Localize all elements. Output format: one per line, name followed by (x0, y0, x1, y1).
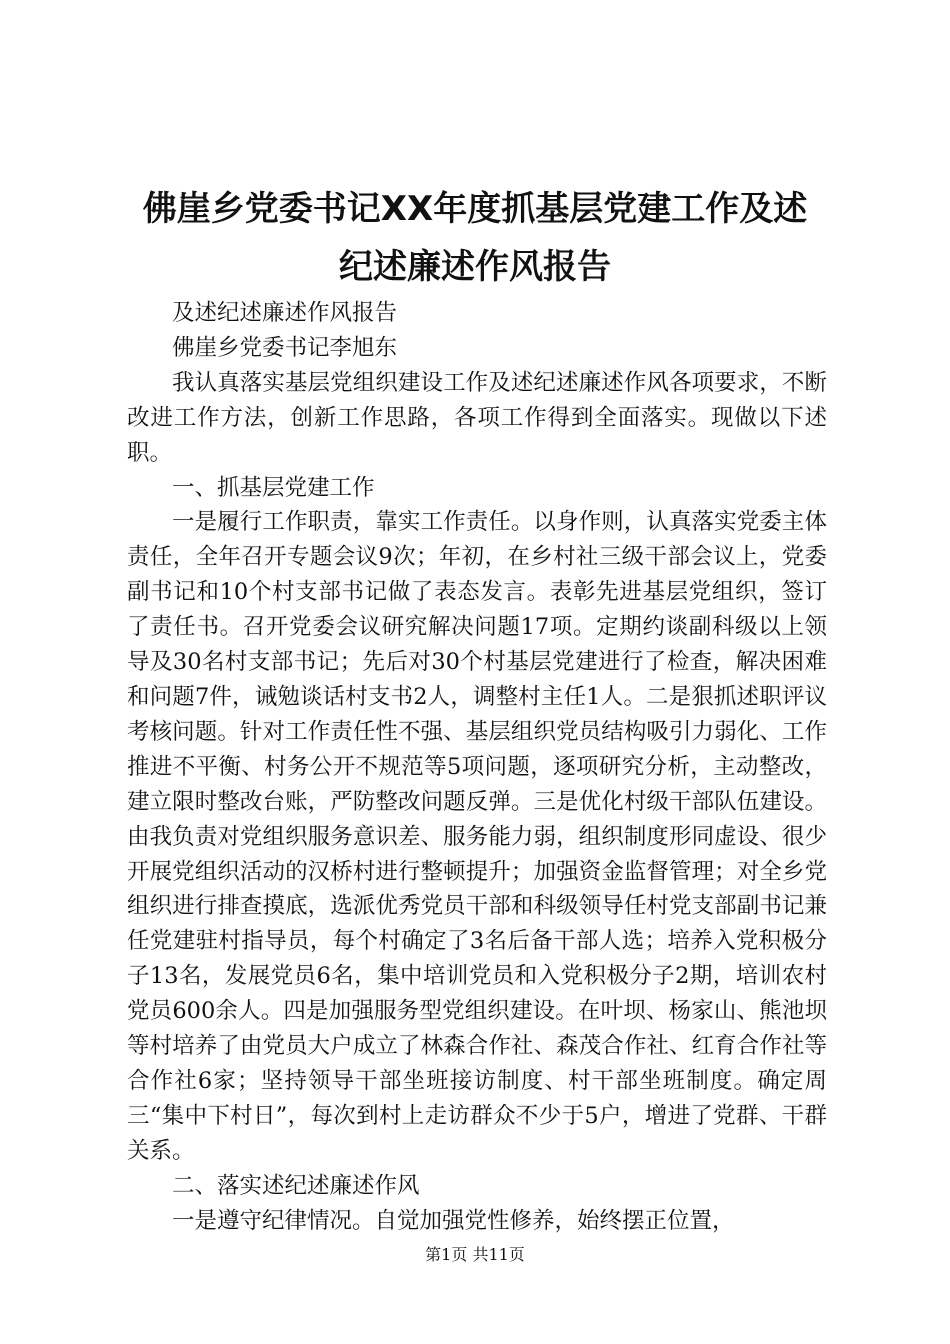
section-2-paragraph: 一是遵守纪律情况。自觉加强党性修养，始终摆正位置， (172, 1207, 735, 1234)
section-heading-1: 一、抓基层党建工作 (172, 474, 375, 501)
document-title-line-2: 纪述廉述作风报告 (339, 247, 611, 287)
document-title-line-1: 佛崖乡党委书记XX年度抓基层党建工作及述 (142, 189, 808, 229)
section-heading-2: 二、落实述纪述廉述作风 (172, 1172, 420, 1199)
author-paragraph: 佛崖乡党委书记李旭东 (172, 334, 398, 361)
document-body (127, 296, 827, 1238)
intro-paragraph: 我认真落实基层党组织建设工作及述纪述廉述作风各项要求，不断改进工作方法，创新工作思路，各项工作得到全面落实。现做以下述职。 (127, 369, 827, 466)
page-number-footer: 第1页 共11页 (425, 1245, 525, 1264)
subtitle-paragraph: 及述纪述廉述作风报告 (172, 300, 398, 326)
section-1-paragraph: 一是履行工作职责，靠实工作责任。以身作则，认真落实党委主体责任，全年召开专题会议9次；年初，在乡村社三级干部会议上，党委副书记和10个村支部书记做了表态发言。表彰先进基层党组织，签订了责任书。召开党委会议研究解决问题17项。定期约谈副科级以上领导及30名村支部书记；先后对30个村基层党建进行了检查，解决困难和问题7件，诫勉谈话村支书2人，调整村主任1人。二是狠抓述职评议考核问题。针对工作责任性不强、基层组织党员结构吸引力弱化、工作推进不平衡、村务公开不规范等5项问题，逐项研究分析，主动整改，建立限时整改台账，严防整改问题反弹。三是优化村级干部队伍建设。由我负责对党组织服务意识差、服务能力弱，组织制度形同虚设、很少开展党组织活动的汉桥村进行整顿提升；加强资金监督管理；对全乡党组织进行排查摸底，选派优秀党员干部和科级领导任村党支部副书记兼任党建驻村指导员，每个村确定了3名后备干部人选；培养入党积极分子13名，发展党员6名，集中培训党员和入党积极分子2期，培训农村党员600余人。四是加强服务型党组织建设。在叶坝、杨家山、熊池坝等村培养了由党员大户成立了林森合作社、森茂合作社、红育合作社等合作社6家；坚持领导干部坐班接访制度、村干部坐班制度。确定周三“集中下村日”，每次到村上走访群众不少于5户，增进了党群、干群关系。 (127, 509, 827, 1164)
